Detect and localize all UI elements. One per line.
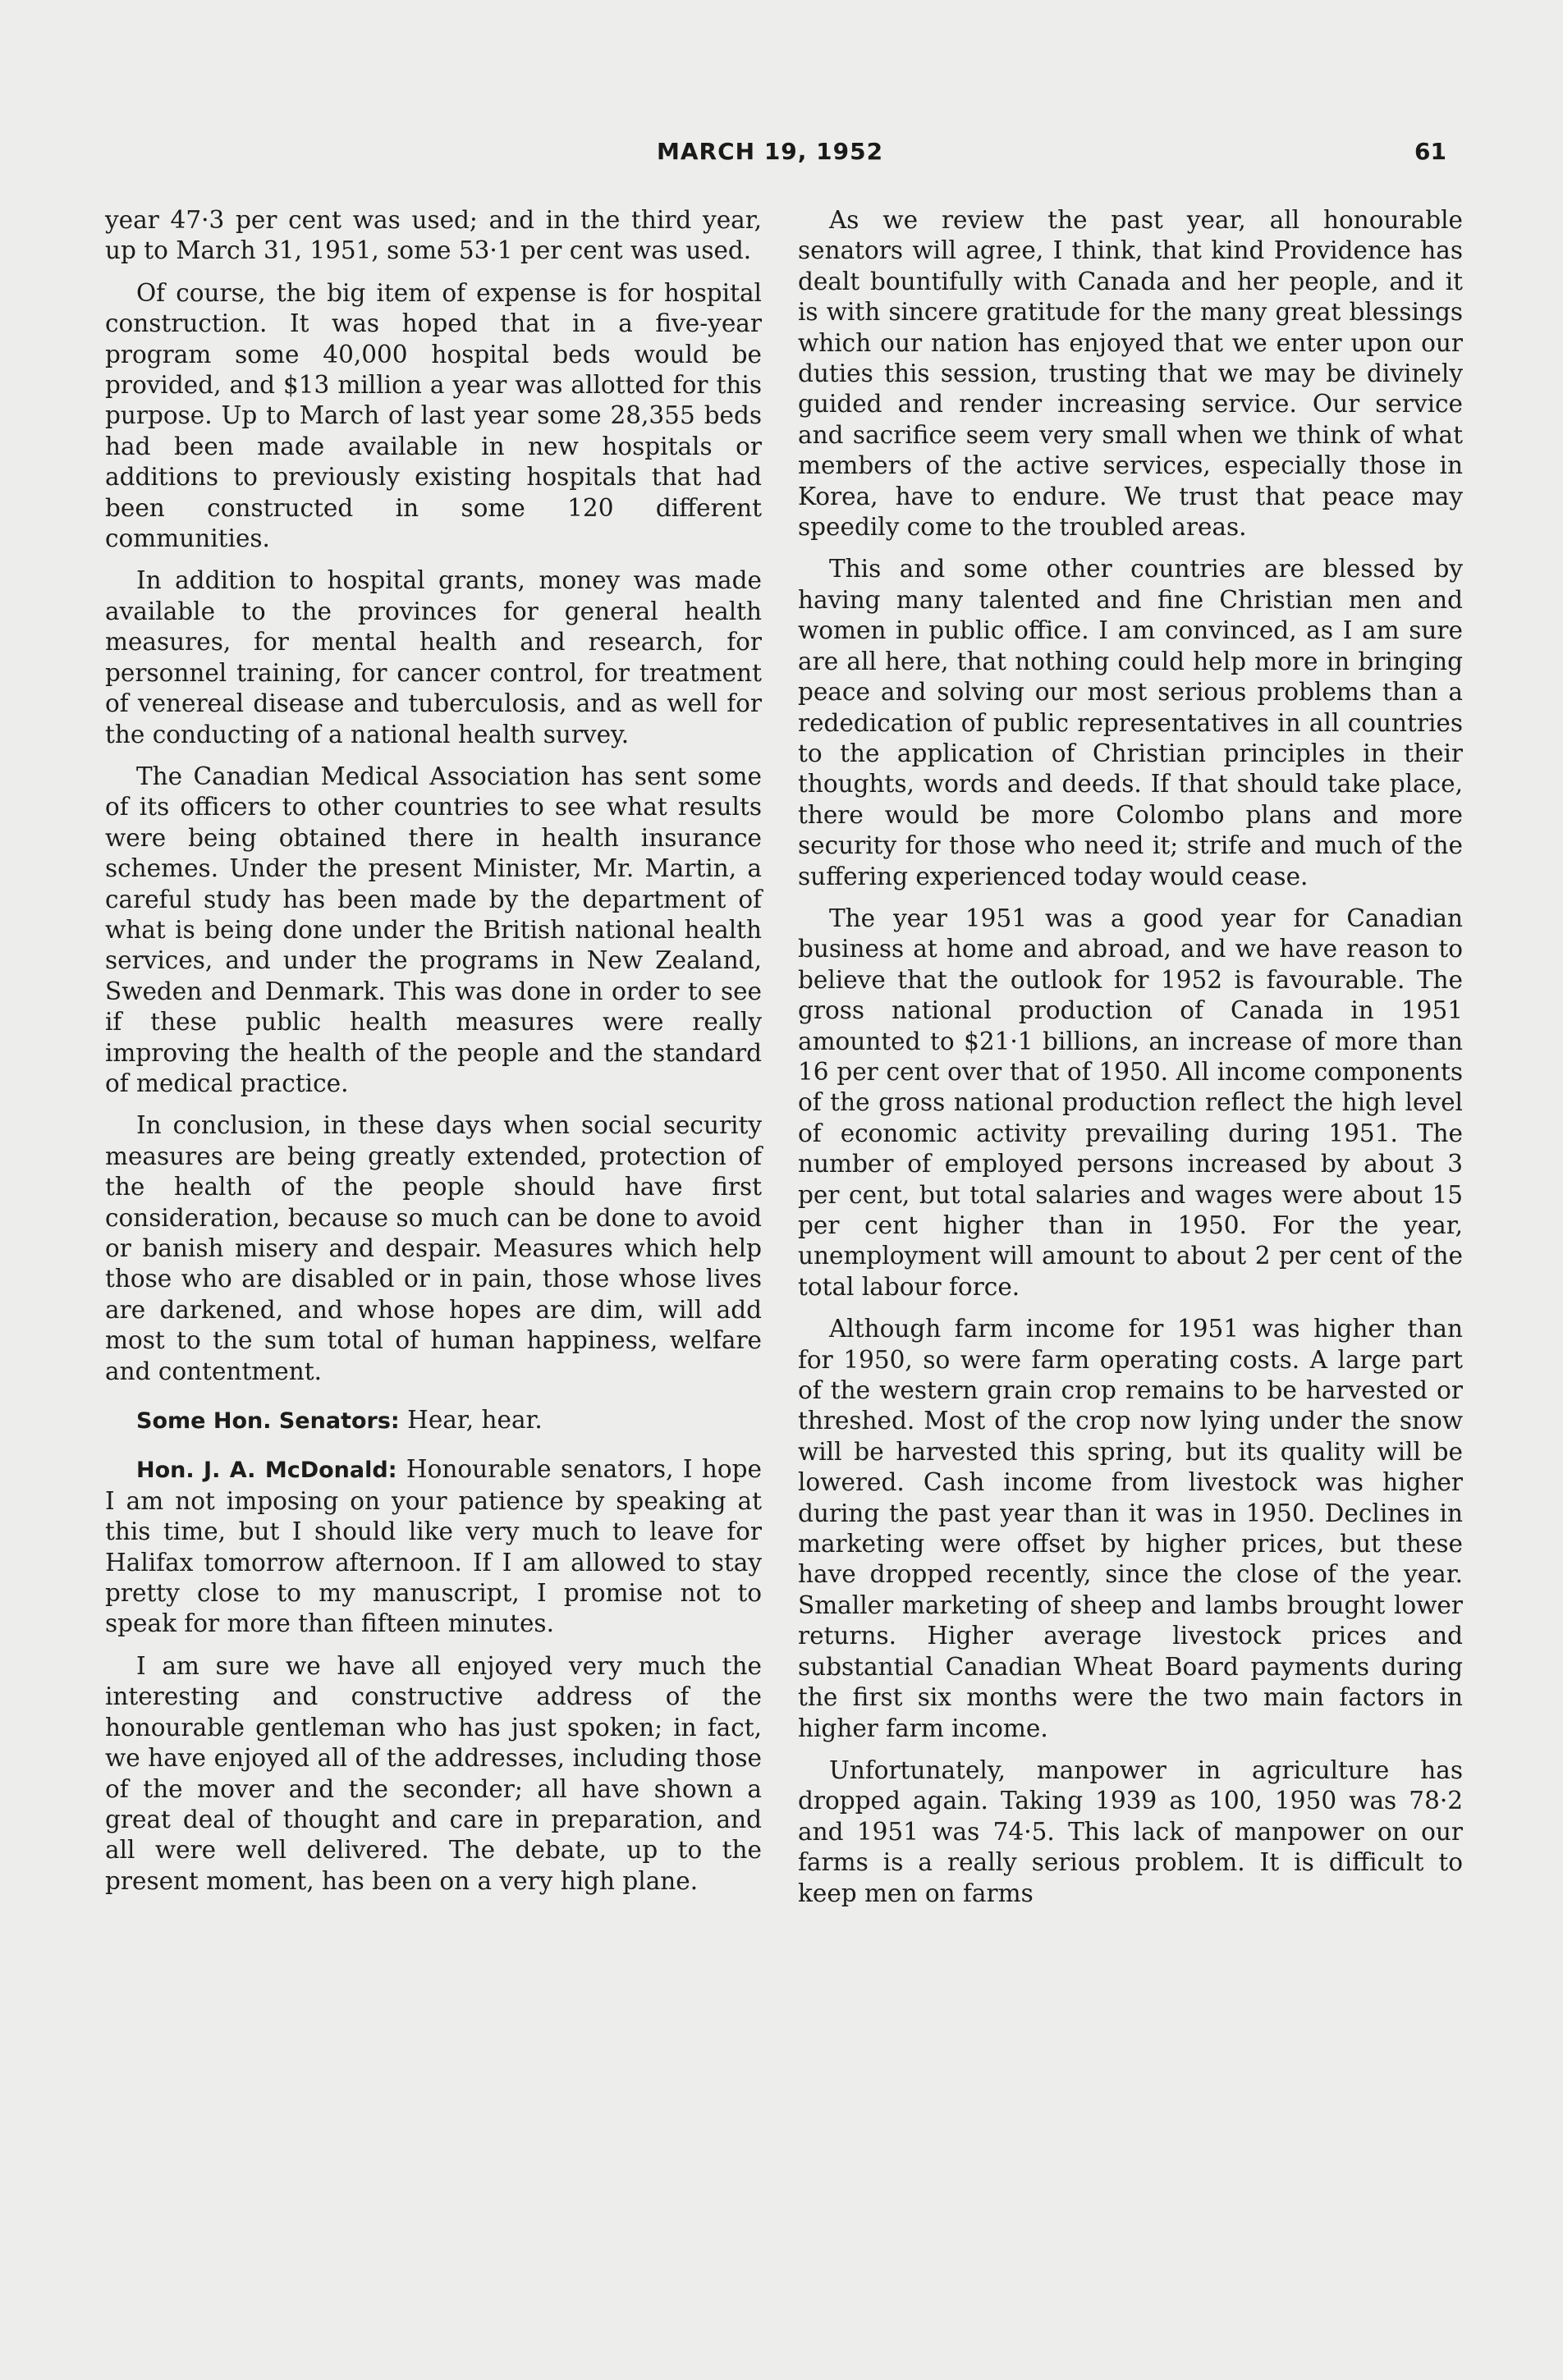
right-column	[798, 205, 1463, 1920]
paragraph: As we review the past year, all honourable senators will agree, I think, that kind Providence has dealt bountifully with Canada and her people, and it is with sincere gratitude for the many great blessings which our nation has enjoyed that we enter upon our duties this session, trusting that we may be divinely guided and render increasing service. Our service and sacrifice seem very small when we think of what members of the active services, especially those in Korea, have to endure. We trust that peace may speedily come to the troubled areas.	[798, 206, 1463, 542]
paragraph: Unfortunately, manpower in agriculture has dropped again. Taking 1939 as 100, 1950 was 78·2 and 1951 was 74·5. This lack of manpower on our farms is a really serious problem. It is difficult to keep men on farms	[798, 1755, 1463, 1907]
speech-paragraph	[105, 1454, 762, 1639]
left-column	[105, 205, 762, 1908]
speaker-name: Hon. J. A. McDonald:	[136, 1458, 397, 1484]
page-header-date: MARCH 19, 1952	[657, 138, 884, 165]
paragraph: year 47·3 per cent was used; and in the third year, up to March 31, 1951, some 53·1 per cent was used.	[105, 206, 762, 265]
paragraph: The year 1951 was a good year for Canadian business at home and abroad, and we have reason to believe that the outlook for 1952 is favourable. The gross national production of Canada in 1951 amounted to $21·1 billions, an increase of more than 16 per cent over that of 1950. All income components of the gross national production reflect the high level of economic activity prevailing during 1951. The number of employed persons increased by about 3 per cent, but total salaries and wages were about 15 per cent higher than in 1950. For the year, unemployment will amount to about 2 per cent of the total labour force.	[798, 904, 1463, 1301]
paragraph: I am sure we have all enjoyed very much the interesting and constructive address of the honourable gentleman who has just spoken; in fact, we have enjoyed all of the addresses, including those of the mover and the seconder; all have shown a great deal of thought and care in preparation, and all were well delivered. The debate, up to the present moment, has been on a very high plane.	[105, 1651, 762, 1895]
speech-text: Hear, hear.	[399, 1406, 543, 1435]
paragraph: Although farm income for 1951 was higher than for 1950, so were farm operating costs. A large part of the western grain crop remains to be harvested or threshed. Most of the crop now lying under the snow will be harvested this spring, but its quality will be lowered. Cash income from livestock was higher during the past year than it was in 1950. Declines in marketing were offset by higher prices, but these have dropped recently, since the close of the year. Smaller marketing of sheep and lambs brought lower returns. Higher average livestock prices and substantial Canadian Wheat Board payments during the first six months were the two main factors in higher farm income.	[798, 1315, 1463, 1742]
speech-text: Honourable senators, I hope I am not imposing on your patience by speaking at this time, but I should like very much to leave for Halifax tomorrow afternoon. If I am allowed to stay pretty close to my manuscript, I promise not to speak for more than fifteen minutes.	[105, 1455, 762, 1638]
paragraph: The Canadian Medical Association has sent some of its officers to other countries to see what results were being obtained there in health insurance schemes. Under the present Minister, Mr. Martin, a careful study has been made by the department of what is being done under the British national health services, and under the programs in New Zealand, Sweden and Denmark. This was done in order to see if these public health measures were really improving the health of the people and the standard of medical practice.	[105, 762, 762, 1097]
speaker-name: Some Hon. Senators:	[136, 1408, 400, 1435]
paragraph: This and some other countries are blessed by having many talented and fine Christian men and women in public office. I am convinced, as I am sure are all here, that nothing could help more in bringing peace and solving our most serious problems than a rededication of public representatives in all countries to the application of Christian principles in their thoughts, words and deeds. If that should take place, there would be more Colombo plans and more security for those who need it; strife and much of the suffering experienced today would cease.	[798, 555, 1463, 890]
speech-paragraph	[105, 1405, 762, 1436]
paragraph: In conclusion, in these days when social security measures are being greatly extended, protection of the health of the people should have first consideration, because so much can be done to avoid or banish misery and despair. Measures which help those who are disabled or in pain, those whose lives are darkened, and whose hopes are dim, will add most to the sum total of human happiness, welfare and contentment.	[105, 1111, 762, 1385]
paragraph: Of course, the big item of expense is for hospital construction. It was hoped that in a five-year program some 40,000 hospital beds would be provided, and $13 million a year was allotted for this purpose. Up to March of last year some 28,355 beds had been made available in new hospitals or additions to previously existing hospitals that had been constructed in some 120 different communities.	[105, 278, 762, 553]
paragraph: In addition to hospital grants, money was made available to the provinces for general health measures, for mental health and research, for personnel training, for cancer control, for treatment of venereal disease and tuberculosis, and as well for the conducting of a national health survey.	[105, 566, 762, 748]
page-number: 61	[1414, 138, 1446, 165]
